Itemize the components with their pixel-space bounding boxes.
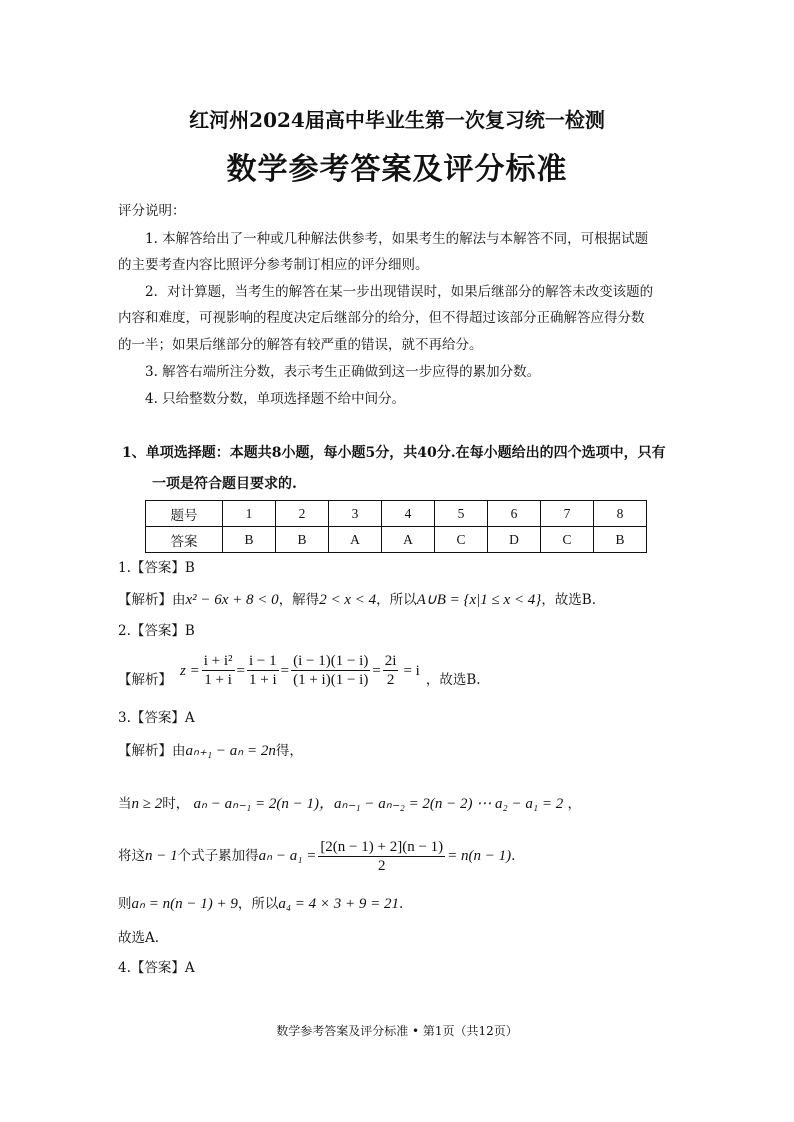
- table-cell: A: [329, 527, 382, 553]
- denominator: (1 + i)(1 − i): [293, 672, 369, 688]
- note-line: 的一半；如果后继部分的解答有较严重的错误，就不再给分。: [118, 337, 483, 353]
- text: 则: [118, 896, 132, 912]
- table-cell: C: [435, 527, 488, 553]
- table-cell: D: [488, 527, 541, 553]
- math: x² − 6x + 8 < 0: [185, 592, 279, 608]
- q4-answer: 4.【答案】A: [118, 960, 195, 976]
- text: 将这: [118, 848, 145, 864]
- text: ，解得: [278, 592, 320, 608]
- page-footer: 数学参考答案及评分标准 • 第1页（共12页）: [276, 1024, 518, 1038]
- table-cell: B: [594, 527, 647, 553]
- math: aₙ₊₁ − aₙ = 2n: [185, 743, 276, 759]
- table-cell: 2: [276, 501, 329, 527]
- table-cell: 6: [488, 501, 541, 527]
- fraction: [318, 838, 445, 875]
- math: n ≥ 2: [131, 796, 163, 812]
- q2-answer: 2.【答案】B: [118, 623, 195, 639]
- document-subtitle: 数学参考答案及评分标准: [226, 152, 568, 187]
- q1-analysis: [118, 591, 596, 609]
- denominator: 1 + i: [248, 672, 277, 688]
- math: z =: [180, 662, 200, 679]
- q3-analysis: [118, 742, 303, 760]
- q2-end: ，故选B.: [425, 672, 481, 688]
- fraction: [291, 652, 370, 689]
- q2-analysis-label: 【解析】: [118, 672, 172, 688]
- table-header: 答案: [146, 527, 223, 553]
- label: 【解析】由: [118, 592, 186, 608]
- text: ，: [567, 796, 582, 812]
- math: = n(n − 1): [447, 848, 512, 864]
- note-line: 内容和难度，可视影响的程度决定后继部分的给分，但不得超过该部分正确解答应得分数: [118, 310, 645, 326]
- math: aₙ = n(n − 1) + 9: [131, 896, 238, 912]
- text: 当: [118, 796, 132, 812]
- equals: =: [236, 662, 245, 679]
- math: a₄ = 4 × 3 + 9 = 21: [278, 896, 400, 912]
- fraction: [202, 652, 235, 689]
- math: n − 1: [145, 848, 178, 864]
- q3-line3: 将这n − 1个式子累加得aₙ − a₁ = $\frac{[2(n - 1) + 2](n - 1)}{2}$ = n(n − 1).: [118, 839, 516, 874]
- answer-table: [145, 500, 647, 553]
- table-cell: 5: [435, 501, 488, 527]
- table-cell: B: [276, 527, 329, 553]
- table-cell: C: [541, 527, 594, 553]
- text: ，所以: [237, 896, 279, 912]
- q3-answer: 3.【答案】A: [118, 710, 195, 726]
- fraction: [383, 652, 399, 689]
- q3-line2: [118, 795, 581, 813]
- text: 得，: [275, 743, 303, 759]
- label: 【解析】由: [118, 743, 186, 759]
- notes-heading: 评分说明：: [118, 203, 186, 219]
- q1-answer: 1.【答案】B: [118, 560, 195, 576]
- table-cell: 1: [223, 501, 276, 527]
- note-line: 1. 本解答给出了一种或几种解法供参考，如果考生的解法与本解答不同，可根据试题: [145, 231, 649, 247]
- table-cell: 3: [329, 501, 382, 527]
- text: 个式子累加得: [177, 848, 259, 864]
- math: 2 < x < 4: [319, 592, 377, 608]
- document-title: 红河州2024届高中毕业生第一次复习统一检测: [189, 108, 605, 132]
- table-row-answers: [146, 527, 647, 553]
- math: A∪B = {x|1 ≤ x < 4}: [416, 592, 542, 608]
- equals: =: [372, 662, 381, 679]
- table-cell: 7: [541, 501, 594, 527]
- q2-equation: [180, 652, 420, 689]
- math: = i: [403, 662, 420, 679]
- table-row-numbers: [146, 501, 647, 527]
- note-line: 4. 只给整数分数，单项选择题不给中间分。: [145, 391, 406, 407]
- numerator: [2(n − 1) + 2](n − 1): [320, 839, 444, 855]
- section-heading: 1、单项选择题：本题共8小题，每小题5分，共40分.在每小题给出的四个选项中，只有: [122, 445, 666, 461]
- note-line: 2．对计算题，当考生的解答在某一步出现错误时，如果后继部分的解答未改变该题的: [145, 284, 654, 300]
- text: ，所以: [376, 592, 417, 608]
- text: 时，: [162, 796, 190, 812]
- fraction: [247, 652, 279, 689]
- equals: =: [280, 662, 290, 679]
- table-cell: 8: [594, 501, 647, 527]
- table-cell: 4: [382, 501, 435, 527]
- numerator: i − 1: [248, 653, 277, 669]
- q3-line4: [118, 895, 403, 913]
- text: .: [399, 896, 404, 912]
- q2-analysis: [118, 652, 481, 689]
- math: aₙ − aₙ₋₁ = 2(n − 1)，aₙ₋₁ − aₙ₋₂ = 2(n − 2) ⋯ a₂ − a₁ = 2: [193, 796, 564, 812]
- numerator: 2i: [384, 653, 397, 669]
- denominator: 2: [386, 672, 395, 688]
- text: ，故选B.: [541, 592, 597, 608]
- denominator: 1 + i: [204, 672, 232, 688]
- math: aₙ − a₁ =: [258, 848, 317, 864]
- table-cell: A: [382, 527, 435, 553]
- table-header: 题号: [146, 501, 223, 527]
- section-heading-cont: 一项是符合题目要求的.: [152, 476, 297, 492]
- table-cell: B: [223, 527, 276, 553]
- numerator: (i − 1)(1 − i): [293, 653, 369, 669]
- denominator: 2: [377, 858, 386, 874]
- q3-conclusion: 故选A.: [118, 930, 160, 946]
- note-line: 3. 解答右端所注分数，表示考生正确做到这一步应得的累加分数。: [145, 364, 541, 380]
- note-line: 的主要考查内容比照评分参考制订相应的评分细则。: [118, 257, 429, 273]
- numerator: i + i²: [203, 653, 233, 669]
